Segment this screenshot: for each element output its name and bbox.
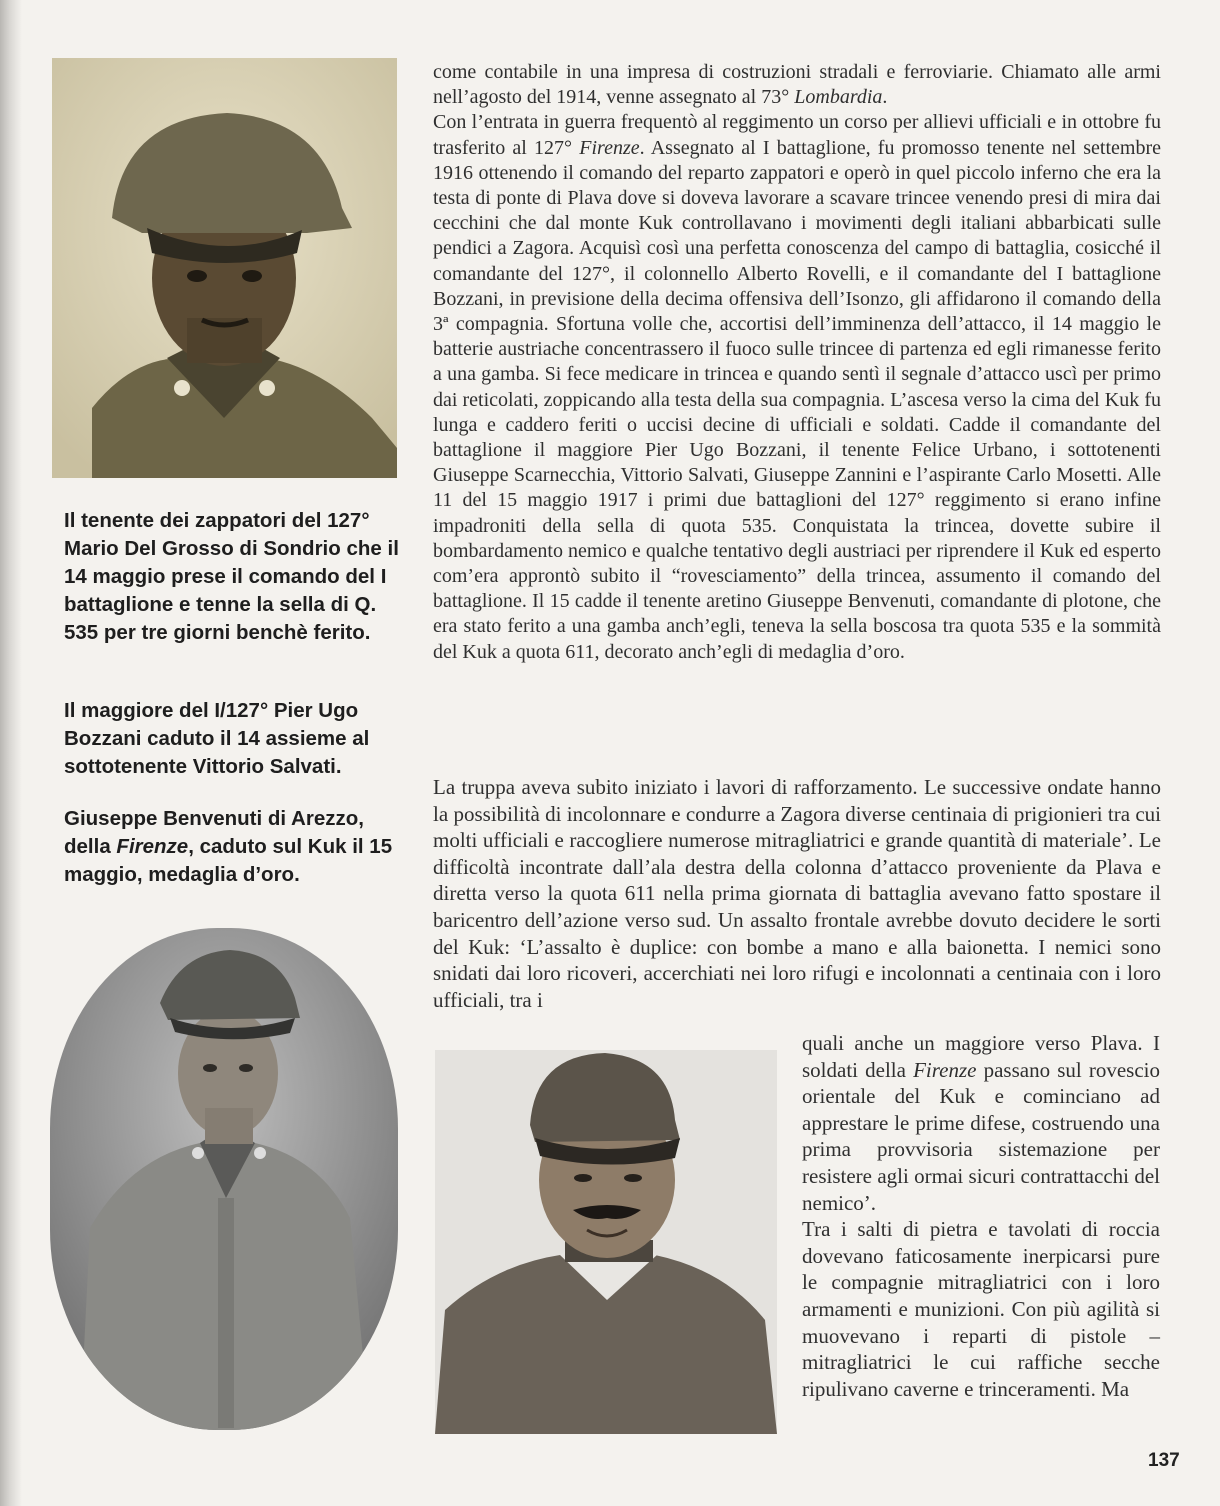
binding-gutter <box>0 0 22 1506</box>
body-text-narrow-column <box>802 1030 1160 1402</box>
portrait-photo-benvenuti <box>50 928 398 1430</box>
paragraph-2 <box>433 110 1161 664</box>
paragraph-3-cont-part2: passano sul rovescio orientale del Kuk e cominciano ad apprestare le prime difese, costruendo una prima provvisoria sistemazione per resistere agli ormai sicuri contrattacchi del nemico’. <box>802 1057 1160 1215</box>
paragraph-2-emphasis: Firenze <box>579 136 640 159</box>
paragraph-3-cont-emphasis: Firenze <box>913 1057 977 1082</box>
portrait-photo-del-grosso <box>52 58 397 478</box>
caption-del-grosso: Il tenente dei zappatori del 127° Mario Del Grosso di Sondrio che il 14 maggio prese il comando del I battaglione e tenne la sella di Q. 535 per tre giorni benchè ferito. <box>64 509 399 644</box>
caption-benvenuti-part1: Giuseppe Benvenuti di Arezzo, della <box>64 807 364 858</box>
paragraph-3: La truppa aveva subito iniziato i lavori di rafforzamento. Le successive ondate hanno la possibilità di incolonnare e condurre a Zagora diverse centinaia di prigionieri tra cui molti ufficiali e raccogliere numerose mitragliatrici e grande quantità di materiale’. Le difficoltà incontrate dall’ala destra della colonna d’attacco proveniente da Plava e diretta verso la quota 611 nella prima giornata di battaglia avevano fatto spostare il baricentro dell’azione verso sud. Un assalto frontale avrebbe dovuto decidere le sorti del Kuk: ‘L’assalto è duplice: con bombe a mano e alla baionetta. I nemici sono snidati dai loro ricoveri, accerchiati nei loro rifugi e incolonnati a centinaia con i loro ufficiali, tra i <box>433 775 1161 1012</box>
paragraph-3-cont-part1: quali anche un maggiore verso Plava. I soldati della <box>802 1031 1160 1082</box>
caption-benvenuti-emphasis: Firenze <box>116 835 189 858</box>
caption-bozzani: Il maggiore del I/127° Pier Ugo Bozzani caduto il 14 assieme al sottotenente Vittorio Salvati. <box>64 699 370 778</box>
caption-benvenuti-part2: , caduto sul Kuk il 15 maggio, medaglia d’oro. <box>64 835 393 886</box>
paragraph-1 <box>433 60 1161 110</box>
paragraph-4: Tra i salti di pietra e tavolati di roccia dovevano faticosamente inerpicarsi pure le compagnie mitragliatrici con i loro armamenti e munizioni. Con più agilità si muovevano i reparti di pistole – mitragliatrici le cui raffiche secche ripulivano caverne e trinceramenti. Ma <box>802 1217 1160 1401</box>
paragraph-1-emphasis: Lombardia <box>794 86 883 109</box>
portrait-photo-bozzani <box>435 1050 777 1434</box>
caption-benvenuti <box>64 805 400 889</box>
body-text-upper <box>433 60 1161 665</box>
page-number: 137 <box>1148 1450 1180 1471</box>
body-text-middle <box>433 774 1161 1013</box>
paragraph-1-part1: come contabile in una impresa di costruzioni stradali e ferroviarie. Chiamato alle armi nell’agosto del 1914, venne assegnato al 73° <box>433 61 1161 109</box>
paragraph-2-part2: . Assegnato al I battaglione, fu promosso tenente nel settembre 1916 ottenendo il comando del reparto zappatori e operò in quel piccolo inferno che era la testa di ponte di Plava dove si doveva lavorare a scavare trincee venendo presi di mira dai cecchini che dal monte Kuk controllavano i movimenti degli italiani abbarbicati sulle pendici a Zagora. Acquisì così una perfetta conoscenza del campo di battaglia, cosicché il comandante del 127°, il colonnello Alberto Rovelli, e il comandante del I battaglione Bozzani, in previsione della decima offensiva dell’Isonzo, gli affidarono il comando della 3ª compagnia. Sfortuna volle che, accortisi dell’imminenza dell’attacco, il 14 maggio le batterie austriache concentrassero il fuoco sulle trincee di partenza ed egli rimanesse ferito a una gamba. Si fece medicare in trincea e quando sentì il segnale d’attacco uscì per primo dai reticolati, zoppicando alla testa della sua compagnia. L’ascesa verso la cima del Kuk fu lunga e caddero feriti o uccisi decine di ufficiali e soldati. Cadde il comandante del battaglione il maggiore Pier Ugo Bozzani, il tenente Felice Urbano, i sottotenenti Giuseppe Scarnecchia, Vittorio Salvati, Giuseppe Zannini e l’aspirante Carlo Mosetti. Alle 11 del 15 maggio 1917 i primi due battaglioni del 127° reggimento si erano infine impadroniti della sella di quota 535. Conquistata la trincea, dovette subire il bombardamento nemico e qualche tentativo degli austriaci per riprendere il Kuk ed esperto com’era approntò subito il “rovesciamento” della trincea, assumento il comando del battaglione. Il 15 cadde il tenente aretino Giuseppe Benvenuti, comandante di plotone, che era stato ferito a una gamba anch’egli, teneva la sella boscosa tra quota 535 e la sommità del Kuk a quota 611, decorato anch’egli di medaglia d’oro. <box>433 136 1161 663</box>
paragraph-1-part2: . <box>882 86 888 109</box>
paragraph-2-part1: Con l’entrata in guerra frequentò al reggimento un corso per allievi ufficiali e in ottobre fu trasferito al 127° <box>433 111 1161 159</box>
paragraph-3-continued <box>802 1030 1160 1216</box>
